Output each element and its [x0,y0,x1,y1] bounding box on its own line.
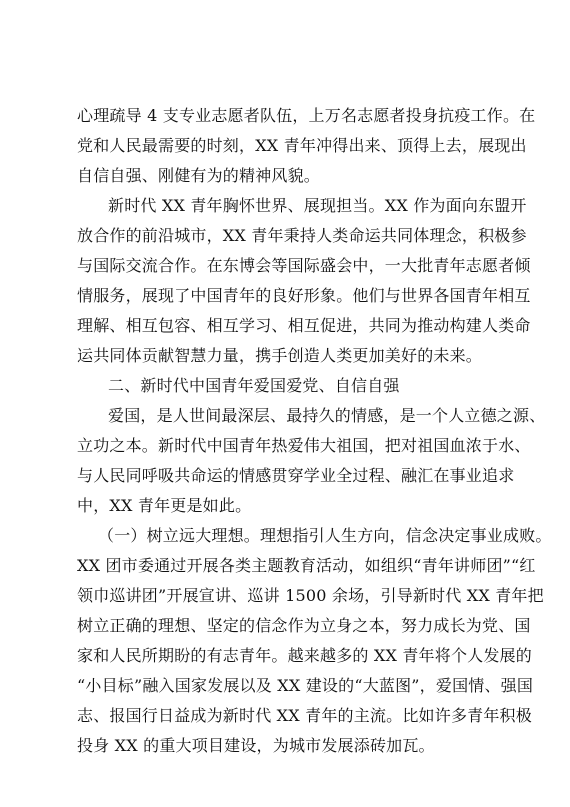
text-line: 投身 XX 的重大项目建设，为城市发展添砖加瓦。 [77,736,435,755]
text-line: 与国际交流合作。在东博会等国际盛会中，一大批青年志愿者倾 [77,256,531,275]
text-line: 心理疏导 4 支专业志愿者队伍，上万名志愿者投身抗疫工作。在 [77,106,536,125]
text-line: 放合作的前沿城市，XX 青年秉持人类命运共同体理念，积极参 [77,226,527,245]
text-line: 新时代 XX 青年胸怀世界、展现担当。XX 作为面向东盟开 [108,196,527,215]
text-line: 立功之本。新时代中国青年热爱伟大祖国，把对祖国血浓于水、 [77,436,531,455]
text-line: 运共同体贡献智慧力量，携手创造人类更加美好的未来。 [77,346,483,365]
text-line: 党和人民最需要的时刻，XX 青年冲得出来、顶得上去，展现出 [77,136,527,155]
subsection-heading: （一）树立远大理想。理想指引人生方向，信念决定事业成败。 [98,526,552,545]
text-line: 爱国，是人世间最深层、最持久的情感，是一个人立德之源、 [108,406,546,425]
section-heading: 二、新时代中国青年爱国爱党、自信自强 [108,376,400,395]
text-line: 家和人民所期盼的有志青年。越来越多的 XX 青年将个人发展的 [77,646,532,665]
text-line: 情服务，展现了中国青年的良好形象。他们与世界各国青年相互 [77,286,531,305]
text-line: XX 团市委通过开展各类主题教育活动，如组织“青年讲师团”“红 [77,556,536,575]
text-line: “小目标”融入国家发展以及 XX 建设的“大蓝图”，爱国情、强国 [77,676,534,695]
text-line: 中，XX 青年更是如此。 [77,496,252,515]
text-line: 志、报国行日益成为新时代 XX 青年的主流。比如许多青年积极 [77,706,532,725]
text-line: 与人民同呼吸共命运的情感贯穿学业全过程、融汇在事业追求 [77,466,515,485]
text-line: 理解、相互包容、相互学习、相互促进，共同为推动构建人类命 [77,316,531,335]
text-line: 领巾巡讲团”开展宣讲、巡讲 1500 余场，引导新时代 XX 青年把 [77,586,544,605]
text-line: 自信自强、刚健有为的精神风貌。 [77,166,321,185]
text-line: 树立正确的理想、坚定的信念作为立身之本，努力成长为党、国 [77,616,531,635]
